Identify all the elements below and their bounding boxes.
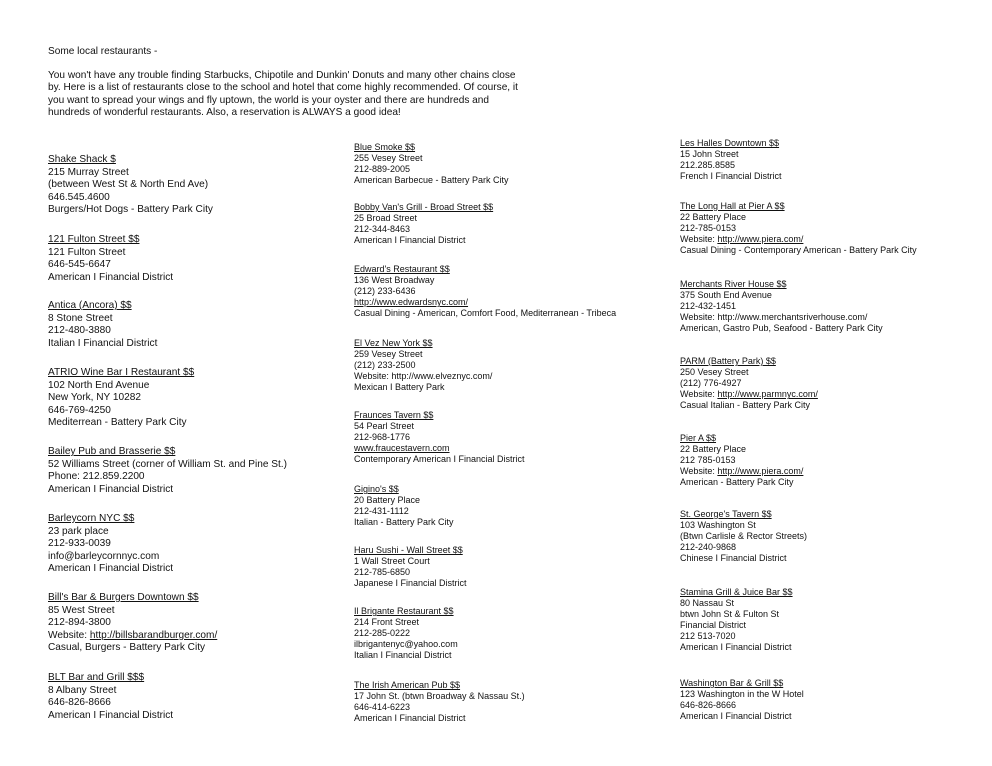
restaurant-detail: 212-968-1776 <box>354 432 411 443</box>
restaurant-detail: ilbrigantenyc@yahoo.com <box>354 639 458 650</box>
restaurant-name: Pier A $$ <box>680 433 717 443</box>
website-line <box>680 466 803 477</box>
restaurant-name: Les Halles Downtown $$ <box>680 138 780 148</box>
restaurant-detail: 15 John Street <box>680 149 739 160</box>
restaurant-detail: American I Financial District <box>48 563 174 575</box>
restaurant-name: Fraunces Tavern $$ <box>354 410 434 420</box>
restaurant-detail: Website: http://www.merchantsriverhouse.com/ <box>680 312 868 323</box>
website-link[interactable]: http://www.piera.com/ <box>717 466 804 477</box>
restaurant-detail: French I Financial District <box>680 171 782 182</box>
restaurant-detail: 22 Battery Place <box>680 212 747 223</box>
website-link[interactable]: http://www.parmnyc.com/ <box>717 389 818 400</box>
restaurant-name: Haru Sushi - Wall Street $$ <box>354 545 463 555</box>
restaurant-entry <box>680 433 803 488</box>
restaurant-entry <box>354 410 525 465</box>
restaurant-entry <box>680 138 782 182</box>
restaurant-detail: American I Financial District <box>48 709 174 721</box>
restaurant-detail: 212-285-0222 <box>354 628 411 639</box>
restaurant-detail: (212) 233-2500 <box>354 360 416 371</box>
restaurant-detail: 212 513-7020 <box>680 631 736 642</box>
restaurant-detail: 212-432-1451 <box>680 301 737 312</box>
restaurant-detail: 255 Vesey Street <box>354 153 423 164</box>
restaurant-entry <box>680 279 883 334</box>
restaurant-entry <box>680 356 818 411</box>
restaurant-detail: 214 Front Street <box>354 617 420 628</box>
restaurant-detail: Mexican I Battery Park <box>354 382 445 393</box>
restaurant-entry <box>48 367 194 430</box>
restaurant-detail: 102 North End Avenue <box>48 379 150 391</box>
restaurant-detail: 80 Nassau St <box>680 598 735 609</box>
restaurant-detail: 8 Stone Street <box>48 312 113 324</box>
restaurant-detail: 646-769-4250 <box>48 404 111 416</box>
restaurant-detail: 646-414-6223 <box>354 702 411 713</box>
restaurant-name: BLT Bar and Grill $$$ <box>48 672 145 683</box>
restaurant-detail: 1 Wall Street Court <box>354 556 430 567</box>
restaurant-detail: 215 Murray Street <box>48 166 129 178</box>
restaurant-detail: (between West St & North End Ave) <box>48 179 209 191</box>
restaurant-detail: 212 785-0153 <box>680 455 736 466</box>
website-link[interactable]: http://www.edwardsnyc.com/ <box>354 297 469 308</box>
restaurant-entry <box>354 545 467 589</box>
restaurant-detail: 212-480-3880 <box>48 325 111 337</box>
restaurant-detail: American I Financial District <box>354 713 466 724</box>
restaurant-name: The Irish American Pub $$ <box>354 680 461 690</box>
restaurant-detail: 22 Battery Place <box>680 444 747 455</box>
restaurant-name: Gigino's $$ <box>354 484 399 494</box>
restaurant-entry <box>354 202 493 246</box>
restaurant-name: Bill's Bar & Burgers Downtown $$ <box>48 592 199 603</box>
restaurant-detail: 212-933-0039 <box>48 538 111 550</box>
restaurant-detail: Casual Dining - Contemporary American - Battery Park City <box>680 245 917 256</box>
restaurant-name: St. George's Tavern $$ <box>680 509 772 519</box>
restaurant-detail: Financial District <box>680 620 747 631</box>
restaurant-detail: Website: http://www.elveznyc.com/ <box>354 371 493 382</box>
restaurant-entry <box>48 446 287 496</box>
website-line <box>354 443 525 454</box>
restaurant-detail: (212) 776-4927 <box>680 378 742 389</box>
website-line <box>680 234 917 245</box>
restaurant-detail: 259 Vesey Street <box>354 349 423 360</box>
restaurant-name: Washington Bar & Grill $$ <box>680 678 784 688</box>
restaurant-entry <box>354 142 509 186</box>
restaurant-detail: info@barleycornnyc.com <box>48 550 160 562</box>
restaurant-detail: American I Financial District <box>48 483 174 495</box>
restaurant-name: Antica (Ancora) $$ <box>48 300 132 311</box>
restaurant-detail: 212-344-8463 <box>354 224 411 235</box>
page-title: Some local restaurants - <box>48 46 158 57</box>
restaurant-detail: 250 Vesey Street <box>680 367 749 378</box>
website-prefix: Website: <box>680 466 718 477</box>
restaurant-entry <box>48 513 173 576</box>
website-line <box>354 297 616 308</box>
restaurant-name: Stamina Grill & Juice Bar $$ <box>680 587 793 597</box>
restaurant-detail: Mediterrean - Battery Park City <box>48 417 187 429</box>
restaurant-detail: 20 Battery Place <box>354 495 421 506</box>
restaurant-name: Blue Smoke $$ <box>354 142 416 152</box>
restaurant-entry <box>354 338 492 393</box>
website-link[interactable]: http://www.piera.com/ <box>717 234 804 245</box>
website-prefix: Website: <box>680 389 718 400</box>
restaurant-detail: New York, NY 10282 <box>48 392 141 404</box>
restaurant-name: Il Brigante Restaurant $$ <box>354 606 454 616</box>
restaurant-detail: 646-826-8666 <box>680 700 737 711</box>
restaurant-detail: Chinese I Financial District <box>680 553 787 564</box>
restaurant-detail: 212-240-9868 <box>680 542 737 553</box>
restaurant-detail: 17 John St. (btwn Broadway & Nassau St.) <box>354 691 525 702</box>
restaurant-detail: American Barbecue - Battery Park City <box>354 175 509 186</box>
restaurant-entry <box>680 509 807 564</box>
restaurant-detail: American I Financial District <box>680 711 792 722</box>
restaurant-entry <box>48 592 217 655</box>
restaurant-detail: 375 South End Avenue <box>680 290 772 301</box>
restaurant-name: Edward's Restaurant $$ <box>354 264 450 274</box>
restaurant-name: The Long Hall at Pier A $$ <box>680 201 785 211</box>
restaurant-detail: 212-894-3800 <box>48 617 111 629</box>
restaurant-name: Bobby Van's Grill - Broad Street $$ <box>354 202 494 212</box>
restaurant-detail: (212) 233-6436 <box>354 286 416 297</box>
restaurant-detail: American I Financial District <box>354 235 466 246</box>
intro <box>48 46 518 120</box>
restaurant-detail: 212-785-6850 <box>354 567 411 578</box>
restaurant-name: 121 Fulton Street $$ <box>48 234 140 245</box>
restaurant-detail: Casual Dining - American, Comfort Food, Mediterranean - Tribeca <box>354 308 617 319</box>
restaurant-name: El Vez New York $$ <box>354 338 433 348</box>
website-prefix: Website: <box>48 629 90 641</box>
restaurant-name: Merchants River House $$ <box>680 279 787 289</box>
website-link[interactable]: http://billsbarandburger.com/ <box>89 629 218 641</box>
restaurant-entry <box>354 264 616 319</box>
restaurant-detail: 8 Albany Street <box>48 684 117 696</box>
restaurant-name: Shake Shack $ <box>48 154 116 165</box>
restaurant-detail: 121 Fulton Street <box>48 246 126 258</box>
restaurant-detail: American - Battery Park City <box>680 477 794 488</box>
restaurant-detail: 85 West Street <box>48 604 115 616</box>
restaurant-detail: Italian I Financial District <box>48 337 158 349</box>
restaurant-detail: 212-889-2005 <box>354 164 411 175</box>
restaurant-detail: 25 Broad Street <box>354 213 418 224</box>
restaurant-name: Barleycorn NYC $$ <box>48 513 135 524</box>
restaurant-entry <box>354 680 525 724</box>
restaurant-entry <box>680 201 917 256</box>
restaurant-detail: Casual Italian - Battery Park City <box>680 400 811 411</box>
restaurant-detail: Italian I Financial District <box>354 650 452 661</box>
restaurant-detail: 54 Pearl Street <box>354 421 415 432</box>
restaurant-entry <box>680 587 793 654</box>
restaurant-detail: 52 Williams Street (corner of William St. and Pine St.) <box>48 458 287 470</box>
intro-paragraph: You won't have any trouble finding Starbucks, Chipotile and Dunkin' Donuts and many other chains close by. Here is a list of restaurants close to the school and hotel that come highly recommended. Of course, it you want to spread your wings and fly uptown, the world is your oyster and there are hundreds and hundreds of wonderful restaurants. Also, a reservation is ALWAYS a good idea! <box>48 69 518 119</box>
restaurant-detail: 646-826-8666 <box>48 697 111 709</box>
restaurant-entry <box>354 484 454 528</box>
website-line <box>680 389 818 400</box>
restaurant-detail: 646-545-6647 <box>48 259 111 271</box>
restaurant-detail: btwn John St & Fulton St <box>680 609 780 620</box>
restaurant-detail: 103 Washington St <box>680 520 756 531</box>
restaurant-entry <box>48 300 157 350</box>
restaurant-name: Bailey Pub and Brasserie $$ <box>48 446 176 457</box>
website-link[interactable]: www.fraucestavern.com <box>354 443 450 454</box>
restaurant-detail: Japanese I Financial District <box>354 578 467 589</box>
restaurant-detail: Burgers/Hot Dogs - Battery Park City <box>48 204 213 216</box>
website-line <box>48 630 217 643</box>
restaurant-detail: Italian - Battery Park City <box>354 517 454 528</box>
restaurant-detail: Phone: 212.859.2200 <box>48 471 145 483</box>
restaurant-name: ATRIO Wine Bar I Restaurant $$ <box>48 367 195 378</box>
restaurant-entry <box>48 154 213 217</box>
restaurant-detail: 123 Washington in the W Hotel <box>680 689 804 700</box>
restaurant-name: PARM (Battery Park) $$ <box>680 356 776 366</box>
website-prefix: Website: <box>680 234 718 245</box>
restaurant-detail: Casual, Burgers - Battery Park City <box>48 642 206 654</box>
restaurant-detail: 212-431-1112 <box>354 506 409 517</box>
restaurant-detail: American I Financial District <box>680 642 792 653</box>
restaurant-entry <box>354 606 458 661</box>
restaurant-detail: 212.285.8585 <box>680 160 736 171</box>
restaurant-entry <box>48 234 173 284</box>
restaurant-detail: 212-785-0153 <box>680 223 737 234</box>
restaurant-detail: 136 West Broadway <box>354 275 435 286</box>
restaurant-entry <box>680 678 804 722</box>
restaurant-detail: American, Gastro Pub, Seafood - Battery Park City <box>680 323 883 334</box>
restaurant-entry <box>48 672 173 722</box>
restaurant-detail: Contemporary American I Financial District <box>354 454 525 465</box>
restaurant-detail: 23 park place <box>48 525 109 537</box>
restaurant-detail: (Btwn Carlisle & Rector Streets) <box>680 531 808 542</box>
restaurant-detail: 646.545.4600 <box>48 191 110 203</box>
restaurant-detail: American I Financial District <box>48 271 174 283</box>
